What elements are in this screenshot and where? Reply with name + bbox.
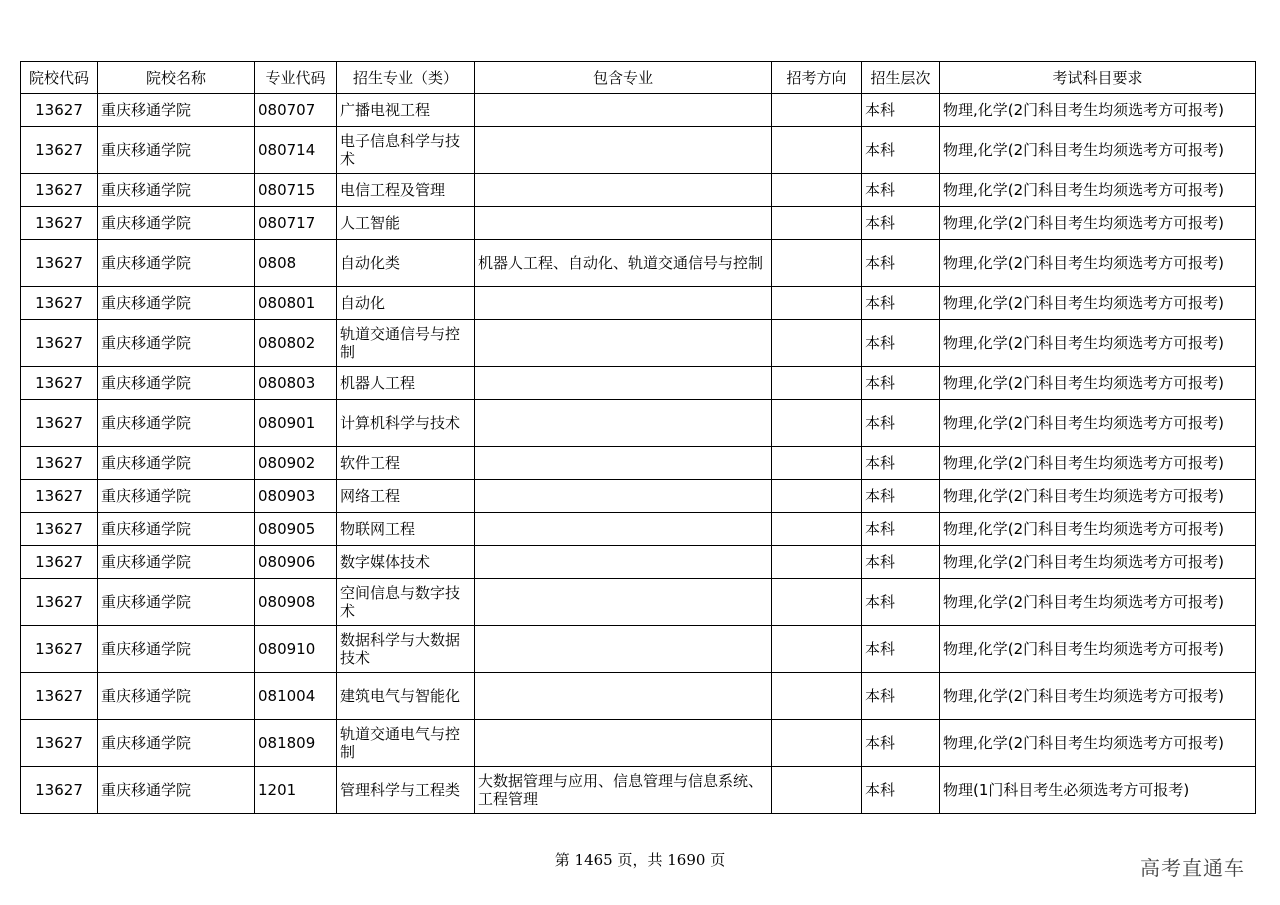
- cell-school-code: 13627: [21, 767, 98, 814]
- cell-major-code: 080801: [255, 287, 337, 320]
- cell-direction: [772, 626, 862, 673]
- cell-major-code: 080908: [255, 579, 337, 626]
- cell-major-code: 080901: [255, 400, 337, 447]
- cell-level: 本科: [862, 127, 940, 174]
- cell-direction: [772, 480, 862, 513]
- page-number: 第 1465 页，共 1690 页: [554, 851, 726, 869]
- cell-major-code: 080714: [255, 127, 337, 174]
- cell-subject-requirement: 物理,化学(2门科目考生均须选考方可报考): [940, 174, 1256, 207]
- cell-included-majors: 机器人工程、自动化、轨道交通信号与控制: [475, 240, 772, 287]
- cell-major: 轨道交通信号与控制: [337, 320, 475, 367]
- cell-school-name: 重庆移通学院: [98, 400, 255, 447]
- cell-subject-requirement: 物理,化学(2门科目考生均须选考方可报考): [940, 207, 1256, 240]
- cell-major: 物联网工程: [337, 513, 475, 546]
- cell-school-name: 重庆移通学院: [98, 673, 255, 720]
- cell-major-code: 081004: [255, 673, 337, 720]
- cell-school-code: 13627: [21, 367, 98, 400]
- cell-major: 自动化类: [337, 240, 475, 287]
- cell-subject-requirement: 物理,化学(2门科目考生均须选考方可报考): [940, 720, 1256, 767]
- cell-included-majors: [475, 174, 772, 207]
- cell-school-code: 13627: [21, 400, 98, 447]
- table-row: [21, 513, 1256, 546]
- table-row: [21, 626, 1256, 673]
- cell-school-name: 重庆移通学院: [98, 367, 255, 400]
- table-row: [21, 320, 1256, 367]
- cell-school-name: 重庆移通学院: [98, 94, 255, 127]
- cell-subject-requirement: 物理,化学(2门科目考生均须选考方可报考): [940, 287, 1256, 320]
- cell-subject-requirement: 物理,化学(2门科目考生均须选考方可报考): [940, 579, 1256, 626]
- cell-subject-requirement: 物理,化学(2门科目考生均须选考方可报考): [940, 546, 1256, 579]
- cell-school-name: 重庆移通学院: [98, 127, 255, 174]
- cell-school-name: 重庆移通学院: [98, 626, 255, 673]
- table-row: [21, 447, 1256, 480]
- cell-subject-requirement: 物理,化学(2门科目考生均须选考方可报考): [940, 94, 1256, 127]
- table-row: [21, 579, 1256, 626]
- cell-school-name: 重庆移通学院: [98, 240, 255, 287]
- cell-major-code: 081809: [255, 720, 337, 767]
- cell-subject-requirement: 物理,化学(2门科目考生均须选考方可报考): [940, 320, 1256, 367]
- cell-school-name: 重庆移通学院: [98, 287, 255, 320]
- cell-school-code: 13627: [21, 673, 98, 720]
- cell-direction: [772, 673, 862, 720]
- cell-major-code: 0808: [255, 240, 337, 287]
- cell-major: 电信工程及管理: [337, 174, 475, 207]
- cell-school-code: 13627: [21, 240, 98, 287]
- cell-included-majors: [475, 94, 772, 127]
- cell-included-majors: [475, 513, 772, 546]
- cell-included-majors: [475, 546, 772, 579]
- table-row: [21, 94, 1256, 127]
- cell-school-code: 13627: [21, 720, 98, 767]
- cell-school-name: 重庆移通学院: [98, 174, 255, 207]
- cell-school-code: 13627: [21, 513, 98, 546]
- cell-subject-requirement: 物理,化学(2门科目考生均须选考方可报考): [940, 513, 1256, 546]
- cell-major: 计算机科学与技术: [337, 400, 475, 447]
- header-school-name: 院校名称: [98, 62, 255, 94]
- cell-subject-requirement: 物理,化学(2门科目考生均须选考方可报考): [940, 367, 1256, 400]
- table-row: [21, 546, 1256, 579]
- table-row: [21, 400, 1256, 447]
- cell-subject-requirement: 物理,化学(2门科目考生均须选考方可报考): [940, 480, 1256, 513]
- cell-included-majors: [475, 480, 772, 513]
- cell-major-code: 080903: [255, 480, 337, 513]
- cell-school-name: 重庆移通学院: [98, 720, 255, 767]
- cell-school-name: 重庆移通学院: [98, 320, 255, 367]
- cell-major: 空间信息与数字技术: [337, 579, 475, 626]
- cell-major: 电子信息科学与技术: [337, 127, 475, 174]
- table-row: [21, 207, 1256, 240]
- cell-major: 机器人工程: [337, 367, 475, 400]
- cell-major-code: 080717: [255, 207, 337, 240]
- cell-subject-requirement: 物理,化学(2门科目考生均须选考方可报考): [940, 626, 1256, 673]
- cell-direction: [772, 320, 862, 367]
- cell-included-majors: [475, 720, 772, 767]
- header-included-majors: 包含专业: [475, 62, 772, 94]
- cell-major: 软件工程: [337, 447, 475, 480]
- cell-major: 广播电视工程: [337, 94, 475, 127]
- cell-included-majors: [475, 367, 772, 400]
- header-direction: 招考方向: [772, 62, 862, 94]
- cell-direction: [772, 240, 862, 287]
- cell-subject-requirement: 物理,化学(2门科目考生均须选考方可报考): [940, 127, 1256, 174]
- cell-school-name: 重庆移通学院: [98, 207, 255, 240]
- cell-major-code: 080802: [255, 320, 337, 367]
- cell-direction: [772, 720, 862, 767]
- cell-level: 本科: [862, 240, 940, 287]
- table-row: [21, 673, 1256, 720]
- cell-included-majors: [475, 400, 772, 447]
- cell-school-code: 13627: [21, 287, 98, 320]
- admission-table: [20, 61, 1256, 814]
- cell-included-majors: [475, 127, 772, 174]
- cell-subject-requirement: 物理,化学(2门科目考生均须选考方可报考): [940, 447, 1256, 480]
- cell-school-code: 13627: [21, 94, 98, 127]
- cell-major-code: 080715: [255, 174, 337, 207]
- cell-major-code: 080803: [255, 367, 337, 400]
- cell-school-name: 重庆移通学院: [98, 480, 255, 513]
- cell-major: 数据科学与大数据技术: [337, 626, 475, 673]
- cell-included-majors: [475, 207, 772, 240]
- cell-major: 建筑电气与智能化: [337, 673, 475, 720]
- cell-level: 本科: [862, 720, 940, 767]
- cell-school-code: 13627: [21, 626, 98, 673]
- cell-direction: [772, 546, 862, 579]
- cell-school-code: 13627: [21, 174, 98, 207]
- table-row: [21, 127, 1256, 174]
- cell-school-code: 13627: [21, 320, 98, 367]
- table-row: [21, 240, 1256, 287]
- cell-school-name: 重庆移通学院: [98, 579, 255, 626]
- cell-included-majors: [475, 579, 772, 626]
- cell-included-majors: [475, 287, 772, 320]
- header-major: 招生专业（类）: [337, 62, 475, 94]
- cell-direction: [772, 287, 862, 320]
- header-major-code: 专业代码: [255, 62, 337, 94]
- cell-included-majors: [475, 673, 772, 720]
- cell-level: 本科: [862, 94, 940, 127]
- header-school-code: 院校代码: [21, 62, 98, 94]
- cell-included-majors: [475, 320, 772, 367]
- cell-direction: [772, 447, 862, 480]
- cell-level: 本科: [862, 320, 940, 367]
- cell-major-code: 080902: [255, 447, 337, 480]
- cell-level: 本科: [862, 174, 940, 207]
- cell-level: 本科: [862, 207, 940, 240]
- cell-direction: [772, 513, 862, 546]
- header-level: 招生层次: [862, 62, 940, 94]
- cell-major: 数字媒体技术: [337, 546, 475, 579]
- cell-direction: [772, 127, 862, 174]
- table-row: [21, 480, 1256, 513]
- cell-level: 本科: [862, 673, 940, 720]
- cell-direction: [772, 207, 862, 240]
- cell-level: 本科: [862, 287, 940, 320]
- cell-direction: [772, 767, 862, 814]
- watermark-logo: 高考直通车: [1140, 856, 1245, 880]
- cell-major-code: 1201: [255, 767, 337, 814]
- cell-school-code: 13627: [21, 207, 98, 240]
- cell-included-majors: 大数据管理与应用、信息管理与信息系统、工程管理: [475, 767, 772, 814]
- cell-school-name: 重庆移通学院: [98, 513, 255, 546]
- cell-major-code: 080910: [255, 626, 337, 673]
- cell-major: 人工智能: [337, 207, 475, 240]
- cell-school-code: 13627: [21, 480, 98, 513]
- cell-school-code: 13627: [21, 127, 98, 174]
- cell-level: 本科: [862, 367, 940, 400]
- table-row: [21, 174, 1256, 207]
- cell-school-name: 重庆移通学院: [98, 767, 255, 814]
- cell-subject-requirement: 物理(1门科目考生必须选考方可报考): [940, 767, 1256, 814]
- cell-included-majors: [475, 447, 772, 480]
- cell-level: 本科: [862, 480, 940, 513]
- cell-major: 自动化: [337, 287, 475, 320]
- cell-subject-requirement: 物理,化学(2门科目考生均须选考方可报考): [940, 400, 1256, 447]
- table-row: [21, 720, 1256, 767]
- cell-level: 本科: [862, 400, 940, 447]
- cell-school-code: 13627: [21, 579, 98, 626]
- cell-subject-requirement: 物理,化学(2门科目考生均须选考方可报考): [940, 240, 1256, 287]
- cell-level: 本科: [862, 447, 940, 480]
- cell-level: 本科: [862, 767, 940, 814]
- cell-major: 网络工程: [337, 480, 475, 513]
- cell-direction: [772, 400, 862, 447]
- cell-major-code: 080906: [255, 546, 337, 579]
- cell-direction: [772, 579, 862, 626]
- cell-major-code: 080905: [255, 513, 337, 546]
- cell-school-name: 重庆移通学院: [98, 447, 255, 480]
- cell-level: 本科: [862, 513, 940, 546]
- header-subject-requirement: 考试科目要求: [940, 62, 1256, 94]
- table-row: [21, 767, 1256, 814]
- cell-level: 本科: [862, 579, 940, 626]
- table-row: [21, 367, 1256, 400]
- cell-level: 本科: [862, 626, 940, 673]
- cell-major: 管理科学与工程类: [337, 767, 475, 814]
- cell-subject-requirement: 物理,化学(2门科目考生均须选考方可报考): [940, 673, 1256, 720]
- cell-included-majors: [475, 626, 772, 673]
- table-row: [21, 287, 1256, 320]
- cell-major: 轨道交通电气与控制: [337, 720, 475, 767]
- cell-direction: [772, 367, 862, 400]
- cell-direction: [772, 174, 862, 207]
- header-row: [21, 62, 1256, 94]
- cell-major-code: 080707: [255, 94, 337, 127]
- cell-level: 本科: [862, 546, 940, 579]
- cell-school-code: 13627: [21, 447, 98, 480]
- cell-school-name: 重庆移通学院: [98, 546, 255, 579]
- cell-school-code: 13627: [21, 546, 98, 579]
- cell-direction: [772, 94, 862, 127]
